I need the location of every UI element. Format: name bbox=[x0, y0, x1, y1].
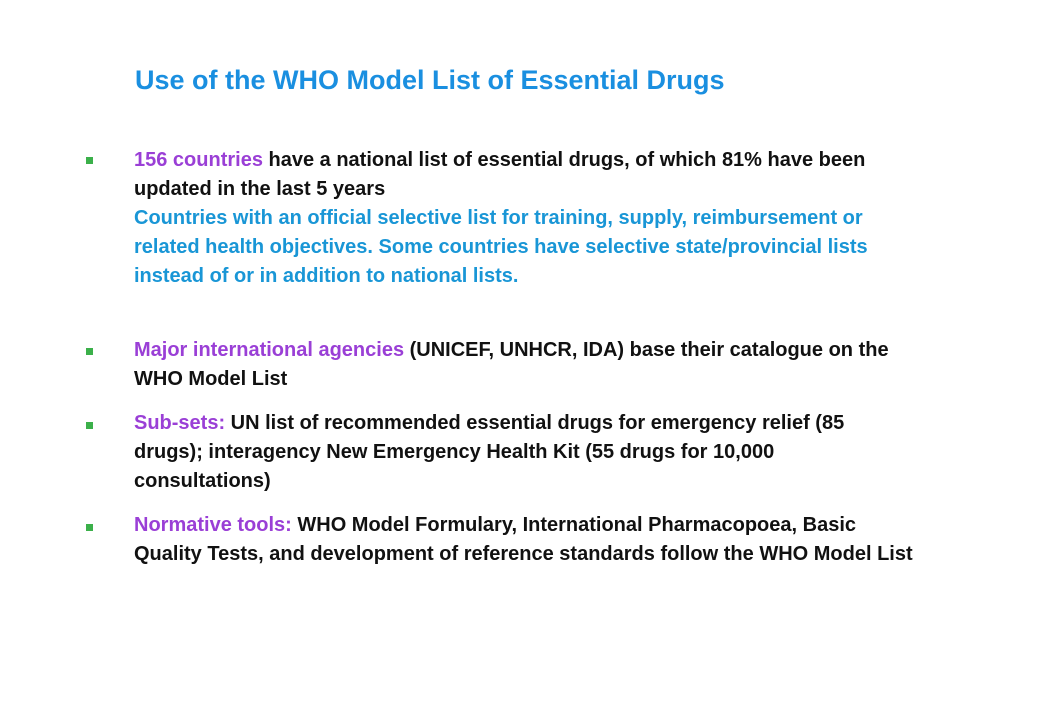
bullet-body: UN list of recommended essential drugs for emergency relief (85 drugs); interagency New Emergency Health Kit (55 drugs for 10,000 consultations) bbox=[134, 412, 845, 492]
bullet-text-subsets bbox=[134, 409, 914, 496]
bullet-keyword: Sub-sets: bbox=[134, 412, 226, 434]
square-bullet-icon bbox=[86, 524, 93, 531]
bullet-keyword: Normative tools: bbox=[134, 514, 292, 536]
bullet-body: have a national list of essential drugs, of which 81% have been updated in the last 5 years bbox=[134, 149, 866, 200]
bullet-keyword: Major international agencies bbox=[134, 339, 405, 361]
square-bullet-icon bbox=[86, 422, 93, 429]
bullet-text-normative bbox=[134, 511, 914, 569]
bullet-text-agencies bbox=[134, 336, 914, 394]
square-bullet-icon bbox=[86, 348, 93, 355]
bullet-body: (UNICEF, UNHCR, IDA) base their catalogue on the WHO Model List bbox=[134, 339, 889, 390]
bullet-text-countries bbox=[134, 146, 914, 291]
bullet-keyword: 156 countries bbox=[134, 149, 263, 171]
bullet-subnote: Countries with an official selective list for training, supply, reimbursement or related health objectives. Some countries have selective state/provincial lists instead of or in addition to national lists. bbox=[134, 207, 868, 287]
square-bullet-icon bbox=[86, 157, 93, 164]
bullet-body: WHO Model Formulary, International Pharmacopoea, Basic Quality Tests, and development of reference standards follow the WHO Model List bbox=[134, 514, 913, 565]
slide-title: Use of the WHO Model List of Essential Drugs bbox=[135, 65, 725, 95]
